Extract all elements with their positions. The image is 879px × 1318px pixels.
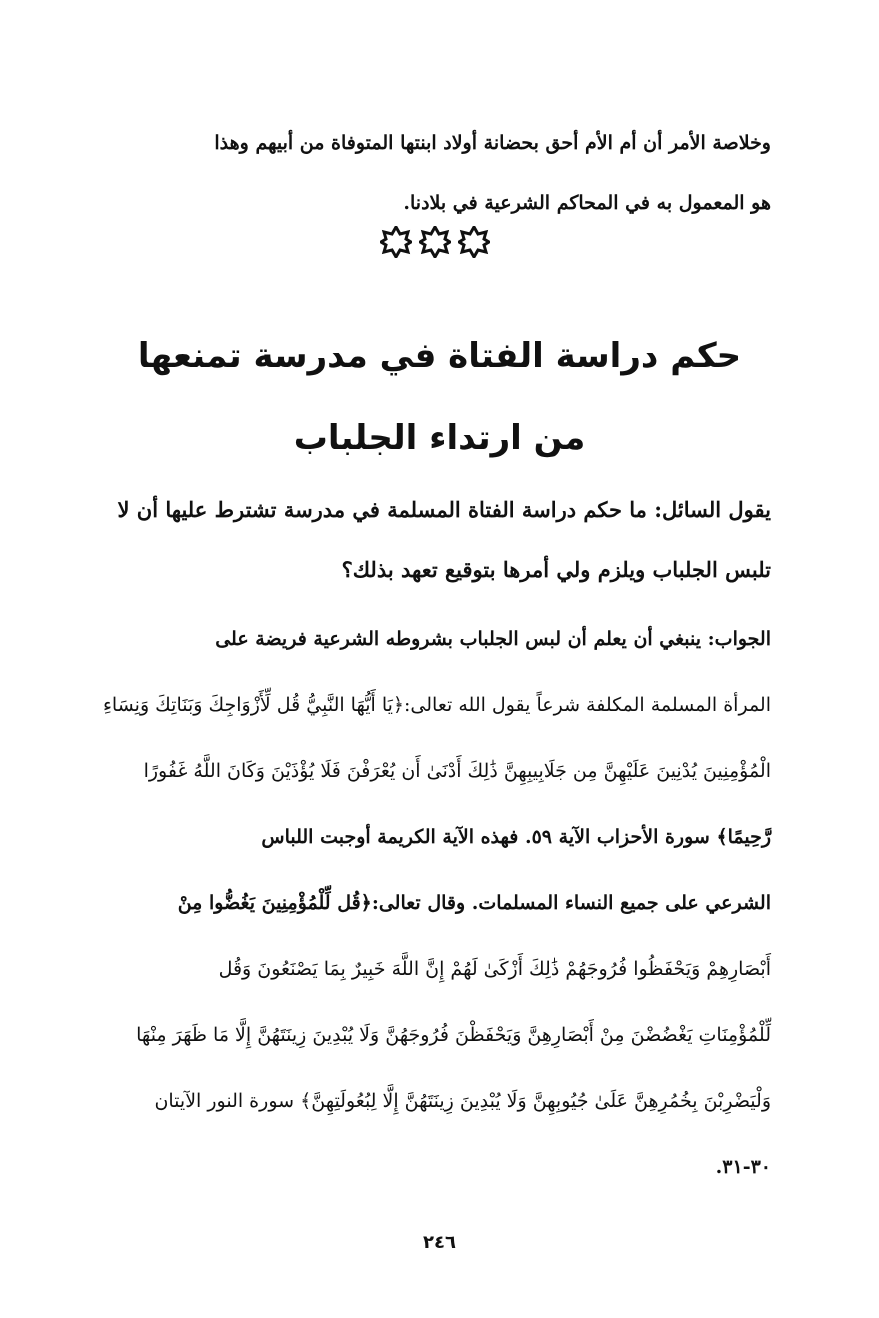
intro-line: هو المعمول به في المحاكم الشرعية في بلادنا. (403, 192, 771, 214)
star-ornament-icon (458, 226, 490, 258)
star-ornament-icon (419, 226, 451, 258)
answer-line: الشرعي على جميع النساء المسلمات. وقال تعالى:﴿قُل لِّلْمُؤْمِنِينَ يَغُضُّوا مِنْ (177, 892, 771, 914)
answer-line: وَلْيَضْرِبْنَ بِخُمُرِهِنَّ عَلَىٰ جُيُوبِهِنَّ وَلَا يُبْدِينَ زِينَتَهُنَّ إِلَّا لِبُعُولَتِهِنَّ﴾ سورة النور الآيتان (154, 1090, 771, 1112)
question-line: يقول السائل: ما حكم دراسة الفتاة المسلمة في مدرسة تشترط عليها أن لا (117, 497, 771, 522)
answer-line: أَبْصَارِهِمْ وَيَحْفَظُوا فُرُوجَهُمْ ذَٰلِكَ أَزْكَىٰ لَهُمْ إِنَّ اللَّهَ خَبِيرٌ بِمَا يَصْنَعُونَ وَقُل (218, 958, 771, 980)
intro-paragraph (103, 114, 771, 234)
section-title: من ارتداء الجلباب (293, 418, 586, 458)
answer-paragraph (103, 606, 771, 1200)
page-number: ٢٤٦ (423, 1232, 456, 1253)
answer-line: الجواب: ينبغي أن يعلم أن لبس الجلباب بشروطه الشرعية فريضة على (215, 628, 771, 650)
answer-line: رَّحِيمًا﴾ سورة الأحزاب الآية ٥٩. فهذه الآية الكريمة أوجبت اللباس (261, 826, 771, 848)
answer-line: المرأة المسلمة المكلفة شرعاً يقول الله تعالى:﴿يَا أَيُّهَا النَّبِيُّ قُل لِّأَزْوَاجِكَ وَبَنَاتِكَ وَنِسَاءِ (102, 694, 771, 716)
question-line: تلبس الجلباب ويلزم ولي أمرها بتوقيع تعهد بذلك؟ (341, 557, 771, 582)
section-divider (380, 222, 490, 262)
star-ornament-icon (380, 226, 412, 258)
section-title: حكم دراسة الفتاة في مدرسة تمنعها (137, 336, 742, 376)
answer-line: ٣٠-٣١. (715, 1156, 771, 1178)
answer-line: الْمُؤْمِنِينَ يُدْنِينَ عَلَيْهِنَّ مِن جَلَابِيبِهِنَّ ذَٰلِكَ أَدْنَىٰ أَن يُعْرَفْنَ فَلَا يُؤْذَيْنَ وَكَانَ اللَّهُ غَفُورًا (143, 760, 771, 782)
question-paragraph (103, 480, 771, 600)
answer-line: لِّلْمُؤْمِنَاتِ يَغْضُضْنَ مِنْ أَبْصَارِهِنَّ وَيَحْفَظْنَ فُرُوجَهُنَّ وَلَا يُبْدِينَ زِينَتَهُنَّ إِلَّا مَا ظَهَرَ مِنْهَا (136, 1024, 771, 1046)
intro-line: وخلاصة الأمر أن أم الأم أحق بحضانة أولاد ابنتها المتوفاة من أبيهم وهذا (214, 132, 771, 154)
